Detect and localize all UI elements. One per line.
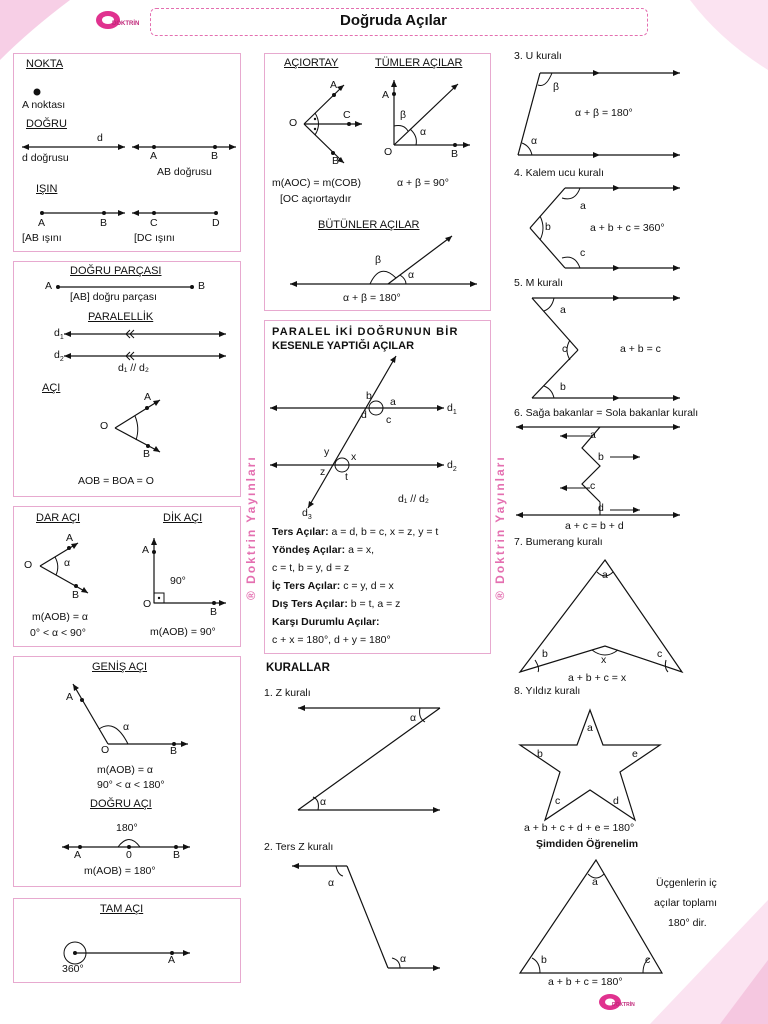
butunler-alpha-label: α — [408, 269, 415, 281]
yildiz-b: b — [537, 748, 543, 760]
tumler-b-label: B — [451, 148, 459, 160]
genis-measure: m(AOB) = α — [97, 764, 153, 776]
simdiden-title: Şimdiden Öğrenelim — [536, 838, 639, 850]
paralel-title-2: KESENLE YAPTIĞI AÇILAR — [272, 340, 415, 352]
ic-ters-acilar: İç Ters Açılar: c = y, d = x — [272, 580, 394, 592]
butunler-beta-label: β — [375, 254, 382, 266]
line-d2-label: $d_2$ — [447, 459, 457, 474]
ucgen-c: c — [645, 954, 651, 966]
karsi-durumlu-label: Karşı Durumlu Açılar: — [272, 616, 380, 628]
dik-aci-title: DİK AÇI — [163, 512, 203, 524]
aciortay-a-label: A — [330, 79, 338, 91]
d2-label: $d_2$ — [54, 349, 64, 364]
yildiz-c: c — [555, 795, 561, 807]
ray-b-label: B — [100, 217, 108, 229]
aciortay-title: AÇIORTAY — [284, 57, 339, 69]
karsi-durumlu-value: c + x = 180°, d + y = 180° — [272, 634, 391, 646]
saga-c: c — [590, 480, 596, 492]
yildiz-d: d — [613, 795, 619, 807]
angle-o-label: O — [100, 420, 109, 432]
aob-equality: AOB = BOA = O — [78, 475, 154, 487]
kalem-a: a — [580, 200, 586, 212]
dogru-180-label: 180° — [116, 822, 138, 834]
dogru-title: DOĞRU — [26, 118, 67, 130]
d-label: d — [97, 132, 103, 144]
m-a: a — [560, 304, 566, 316]
angle-z-mark: z — [320, 466, 326, 478]
m-b: b — [560, 381, 566, 393]
m-rule-title: 5. M kuralı — [514, 277, 564, 289]
yondes-acilar: Yöndeş Açılar: a = x, — [272, 544, 375, 556]
genis-alpha-label: α — [123, 721, 130, 733]
yildiz-a: a — [587, 722, 593, 734]
tumler-alpha-label: α — [420, 126, 427, 138]
ters-acilar: Ters Açılar: a = d, b = c, x = z, y = t — [272, 526, 439, 538]
ab-dogrusu-label: AB doğrusu — [157, 166, 212, 178]
saga-a: a — [590, 429, 596, 441]
side-text-right: ® Doktrin Yayınları — [493, 455, 507, 600]
z-rule-title: 1. Z kuralı — [264, 687, 311, 699]
ucgen-note-1: Üçgenlerin iç — [656, 877, 717, 889]
ray-d-label: D — [212, 217, 220, 229]
angle-y-mark: y — [324, 446, 330, 458]
aciortay-caption: [OC açıortaydır — [280, 193, 352, 205]
dik-measure: m(AOB) = 90° — [150, 626, 216, 638]
page-title: Doğruda Açılar — [340, 12, 447, 29]
segment-b-label: B — [198, 280, 206, 292]
angle-t-mark: t — [345, 471, 348, 483]
paralellik-title: PARALELLİK — [88, 311, 154, 323]
dc-isini-label: [DC ışını — [134, 232, 175, 244]
segment-caption: [AB] doğru parçası — [70, 291, 157, 303]
genis-aci-title: GENİŞ AÇI — [92, 661, 148, 673]
dik-90-label: 90° — [170, 575, 186, 587]
kalem-c: c — [580, 247, 586, 259]
dogru-b-label: B — [173, 849, 181, 861]
angle-b-mark: b — [366, 390, 372, 402]
d1-label: $d_1$ — [54, 327, 64, 342]
bumerang-rule-title: 7. Bumerang kuralı — [514, 536, 603, 548]
u-rule-eq: α + β = 180° — [575, 107, 633, 119]
m-c: c — [562, 343, 568, 355]
ters-z-alpha-top: α — [328, 877, 335, 889]
parallel-caption: d₁ // d₂ — [118, 362, 149, 374]
nokta-title: NOKTA — [26, 58, 64, 70]
paralel-title-1: PARALEL İKİ DOĞRUNUN BİR — [272, 326, 459, 338]
bumerang-a: a — [602, 569, 608, 581]
dar-alpha-label: α — [64, 557, 71, 569]
dik-a-label: A — [142, 544, 150, 556]
d-dogrusu-label: d doğrusu — [22, 152, 69, 164]
dogru-o-label: 0 — [126, 849, 132, 861]
tam-360-label: 360° — [62, 963, 84, 975]
dogru-parcasi-title: DOĞRU PARÇASI — [70, 265, 162, 277]
kalem-b: b — [545, 221, 551, 233]
genis-a-label: A — [66, 691, 74, 703]
bumerang-x: x — [601, 654, 607, 666]
bumerang-eq: a + b + c = x — [568, 672, 627, 684]
dar-b-label: B — [72, 589, 80, 601]
u-rule-alpha: α — [531, 135, 538, 147]
aci-title: AÇI — [42, 382, 61, 394]
ucgen-b: b — [541, 954, 547, 966]
dar-a-label: A — [66, 532, 74, 544]
line-b-label: B — [211, 150, 219, 162]
side-text-left: ® Doktrin Yayınları — [244, 455, 258, 600]
dis-ters-acilar: Dış Ters Açılar: b = t, a = z — [272, 598, 401, 610]
aciortay-eq: m(AOC) = m(COB) — [272, 177, 361, 189]
saga-rule-title: 6. Sağa bakanlar = Sola bakanlar kuralı — [514, 407, 699, 419]
segment-a-label: A — [45, 280, 53, 292]
tam-a-label: A — [168, 954, 176, 966]
dik-b-label: B — [210, 606, 218, 618]
ucgen-note-3: 180° dir. — [668, 917, 707, 929]
dogru-aci-title: DOĞRU AÇI — [90, 798, 152, 810]
saga-eq: a + c = b + d — [565, 520, 624, 532]
tumler-beta-label: β — [400, 109, 407, 121]
kurallar-title: KURALLAR — [266, 662, 330, 674]
yildiz-eq: a + b + c + d + e = 180° — [524, 822, 635, 834]
angle-a-mark: a — [390, 396, 396, 408]
yildiz-rule-title: 8. Yıldız kuralı — [514, 685, 581, 697]
ab-isini-label: [AB ışını — [22, 232, 62, 244]
line-d3-label: $d_3$ — [302, 507, 312, 522]
tam-aci-title: TAM AÇI — [100, 903, 144, 915]
genis-b-label: B — [170, 745, 178, 757]
dik-o-label: O — [143, 598, 152, 610]
angle-a-label: A — [144, 391, 152, 403]
line-d1-label: $d_1$ — [447, 402, 457, 417]
dar-aci-title: DAR AÇI — [36, 512, 81, 524]
dogru-measure: m(AOB) = 180° — [84, 865, 156, 877]
ters-z-alpha-bottom: α — [400, 953, 407, 965]
dar-measure: m(AOB) = α — [32, 611, 88, 623]
tumler-title: TÜMLER AÇILAR — [375, 57, 463, 69]
u-rule-title: 3. U kuralı — [514, 50, 562, 62]
z-rule-alpha-top: α — [410, 712, 417, 724]
yondes-acilar-2: c = t, b = y, d = z — [272, 562, 350, 574]
ray-a-label: A — [38, 217, 46, 229]
genis-range: 90° < α < 180° — [97, 779, 165, 791]
m-eq: a + b = c — [620, 343, 661, 355]
kalem-rule-title: 4. Kalem ucu kuralı — [514, 167, 604, 179]
yildiz-e: e — [632, 748, 638, 760]
saga-b: b — [598, 451, 604, 463]
butunler-title: BÜTÜNLER AÇILAR — [318, 219, 420, 231]
dar-range: 0° < α < 90° — [30, 627, 86, 639]
tumler-eq: α + β = 90° — [397, 177, 449, 189]
ters-z-title: 2. Ters Z kuralı — [264, 841, 334, 853]
line-a-label: A — [150, 150, 158, 162]
tumler-o-label: O — [384, 146, 393, 158]
u-rule-beta: β — [553, 81, 560, 93]
ucgen-eq: a + b + c = 180° — [548, 976, 623, 988]
tumler-a-label: A — [382, 89, 390, 101]
butunler-eq: α + β = 180° — [343, 292, 401, 304]
aciortay-c-label: C — [343, 109, 351, 121]
angle-x-mark: x — [351, 451, 357, 463]
bumerang-b: b — [542, 648, 548, 660]
isin-title: IŞIN — [36, 183, 58, 195]
ray-c-label: C — [150, 217, 158, 229]
saga-d: d — [598, 502, 604, 514]
ucgen-note-2: açılar toplamı — [654, 897, 718, 909]
footer-logo-text: DOKTRİN — [612, 1002, 635, 1008]
kalem-eq: a + b + c = 360° — [590, 222, 665, 234]
point-label: A noktası — [22, 99, 66, 111]
angle-d-mark: d — [361, 409, 367, 421]
footer-logo — [596, 990, 646, 1016]
angle-b-label: B — [143, 448, 151, 460]
z-rule-alpha-bottom: α — [320, 796, 327, 808]
paralel-caption: d₁ // d₂ — [398, 493, 429, 505]
angle-c-mark: c — [386, 414, 392, 426]
ucgen-a: a — [592, 876, 598, 888]
aciortay-o-label: O — [289, 117, 298, 129]
dogru-a-label: A — [74, 849, 82, 861]
dar-o-label: O — [24, 559, 33, 571]
genis-o-label: O — [101, 744, 110, 756]
logo-text: DOKTRİN — [112, 21, 140, 27]
bumerang-c: c — [657, 648, 663, 660]
aciortay-b-label: B — [332, 155, 340, 167]
